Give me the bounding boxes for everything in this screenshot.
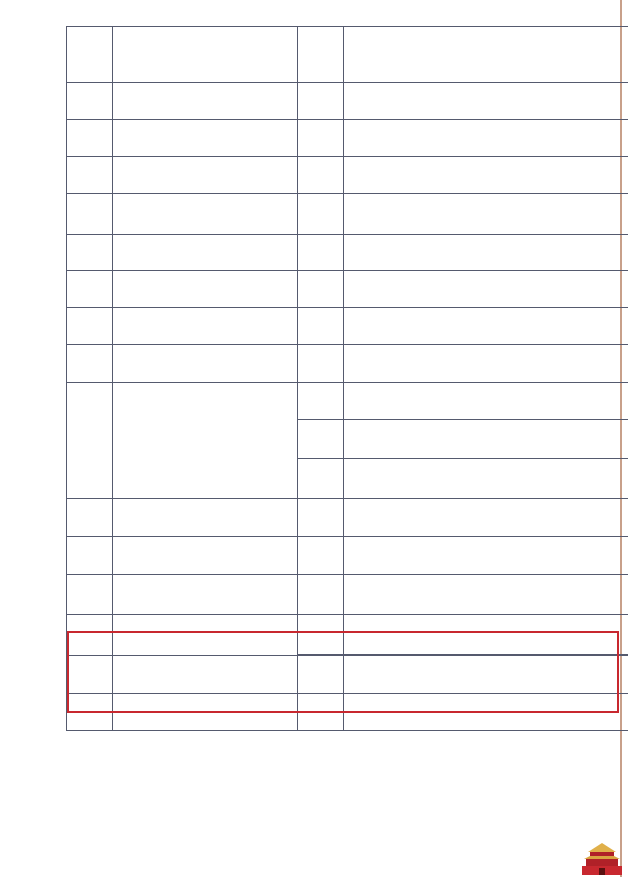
table-row <box>67 157 628 194</box>
supervisor-name <box>298 194 344 235</box>
supervisor-name <box>298 308 344 345</box>
row-number <box>67 345 113 383</box>
row-number <box>67 656 113 694</box>
row-number <box>67 83 113 120</box>
supervisor-name <box>298 499 344 537</box>
row-number <box>67 157 113 194</box>
supervisor-name <box>298 383 344 420</box>
project-name <box>344 83 628 120</box>
project-name <box>344 345 628 383</box>
company-name <box>113 575 298 615</box>
row-number <box>67 308 113 345</box>
company-name <box>113 537 298 575</box>
company-name <box>113 235 298 271</box>
company-name <box>113 656 298 694</box>
row-number <box>67 271 113 308</box>
table-row <box>67 345 628 383</box>
project-name <box>344 120 628 157</box>
supervisor-name <box>298 656 344 694</box>
company-name <box>113 615 298 656</box>
project-name <box>344 499 628 537</box>
supervisor-name <box>298 120 344 157</box>
company-name <box>113 499 298 537</box>
table-row <box>67 308 628 345</box>
table-row <box>67 383 628 420</box>
company-name <box>113 271 298 308</box>
project-name <box>344 694 628 731</box>
project-name <box>344 459 628 499</box>
tiananmen-logo-icon <box>580 832 624 876</box>
header-row <box>67 27 628 83</box>
supervisor-name <box>298 459 344 499</box>
supervisor-name <box>298 235 344 271</box>
project-name <box>344 420 628 459</box>
supervisor-name <box>298 420 344 459</box>
project-name <box>344 383 628 420</box>
supervisor-name <box>298 83 344 120</box>
table-row <box>67 615 628 655</box>
table-row <box>67 656 628 694</box>
table-row <box>67 499 628 537</box>
supervisor-name <box>298 615 344 655</box>
supervisor-name <box>298 345 344 383</box>
table-row <box>67 271 628 308</box>
project-name <box>344 194 628 235</box>
company-name <box>113 383 298 499</box>
row-number <box>67 194 113 235</box>
project-name <box>344 271 628 308</box>
project-name <box>344 308 628 345</box>
table-row <box>67 575 628 615</box>
company-name <box>113 194 298 235</box>
company-name <box>113 694 298 731</box>
row-number <box>67 120 113 157</box>
project-name <box>344 537 628 575</box>
row-number <box>67 499 113 537</box>
supervisor-name <box>298 271 344 308</box>
table-row <box>67 194 628 235</box>
table-body <box>67 83 628 731</box>
project-name <box>344 157 628 194</box>
table-row <box>67 537 628 575</box>
row-number <box>67 383 113 499</box>
row-number <box>67 575 113 615</box>
header-company <box>113 27 298 83</box>
project-name <box>344 235 628 271</box>
supervisor-name <box>298 694 344 731</box>
company-name <box>113 120 298 157</box>
header-supervisor <box>298 27 344 83</box>
table-row <box>67 235 628 271</box>
company-name <box>113 83 298 120</box>
header-no <box>67 27 113 83</box>
project-name <box>344 615 628 655</box>
table-row <box>67 694 628 731</box>
row-number <box>67 537 113 575</box>
award-table <box>66 26 628 731</box>
row-number <box>67 694 113 731</box>
company-name <box>113 308 298 345</box>
row-number <box>67 235 113 271</box>
header-project <box>344 27 628 83</box>
supervisor-name <box>298 537 344 575</box>
supervisor-name <box>298 157 344 194</box>
company-name <box>113 157 298 194</box>
table-row <box>67 83 628 120</box>
supervisor-name <box>298 575 344 615</box>
table-row <box>67 120 628 157</box>
company-name <box>113 345 298 383</box>
project-name <box>344 656 628 694</box>
row-number <box>67 615 113 656</box>
project-name <box>344 575 628 615</box>
